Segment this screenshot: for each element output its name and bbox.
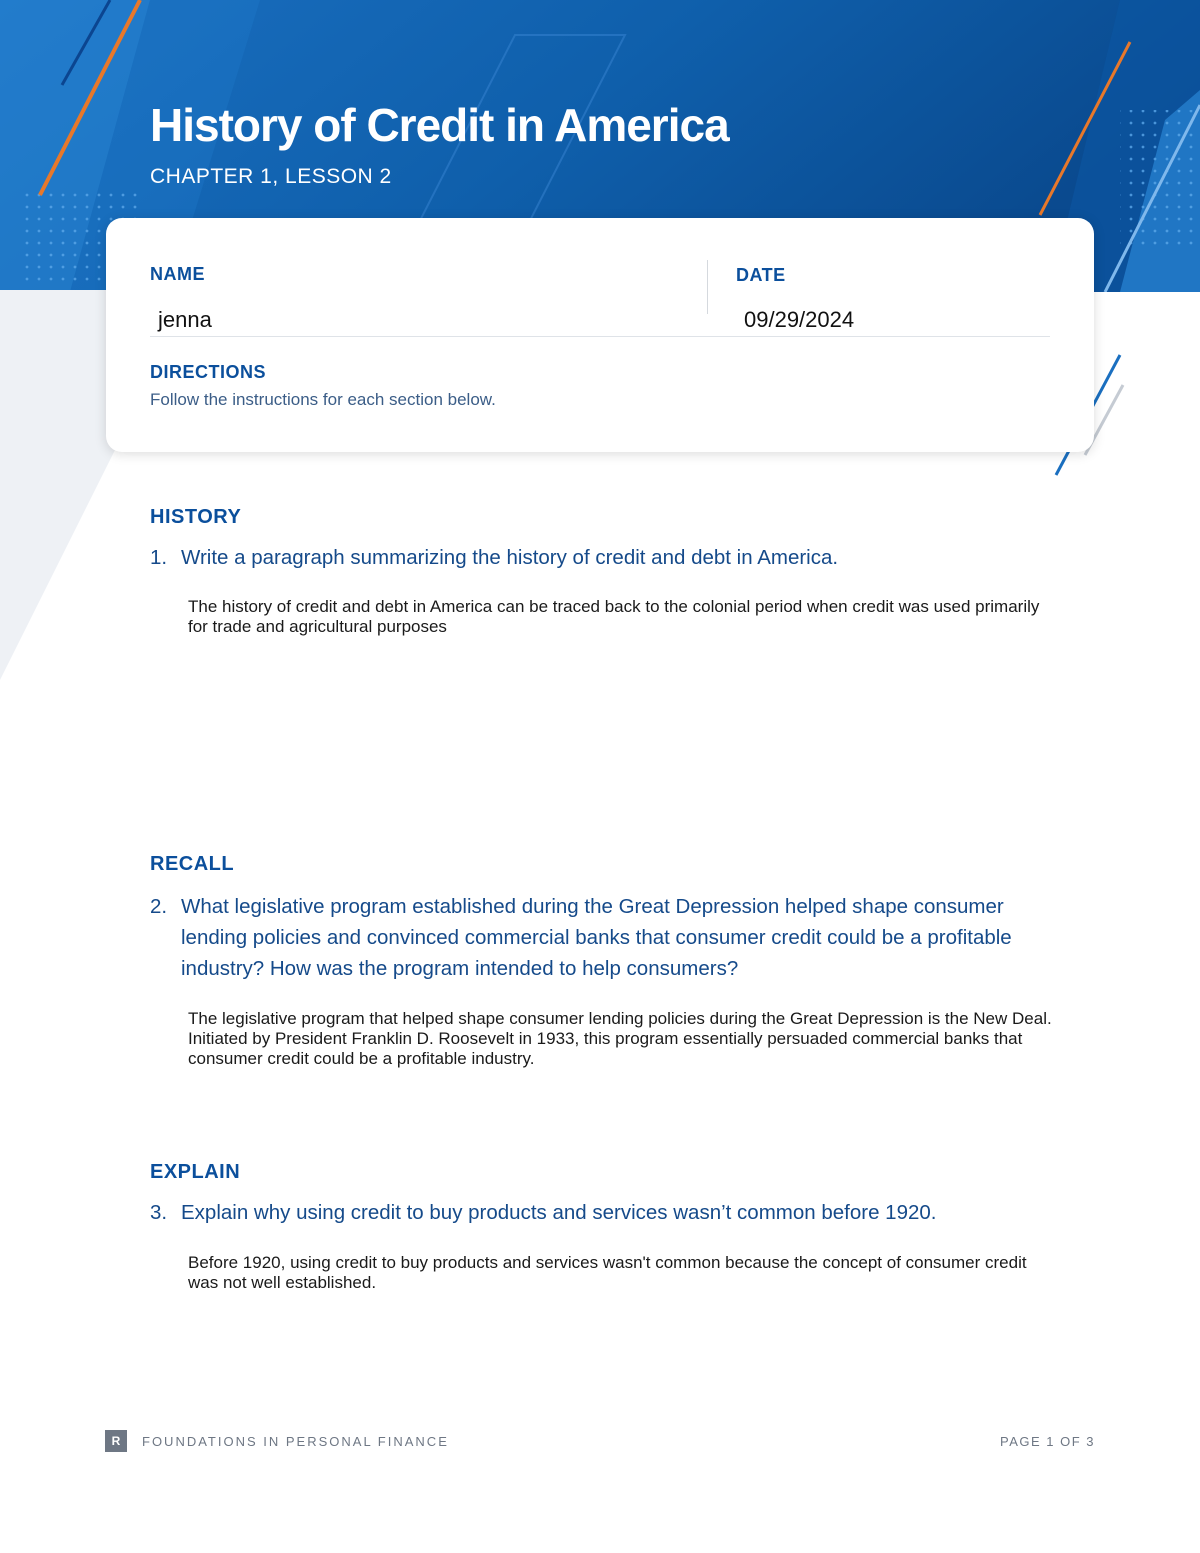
name-field[interactable]: jenna — [158, 307, 212, 332]
page-side-decoration — [0, 290, 120, 680]
question-number: 2. — [150, 895, 168, 918]
info-card — [106, 218, 1094, 452]
question-number: 1. — [150, 546, 168, 569]
question-text: What legislative program established during the Great Depression helped shape consumer lending policies and convinced commercial banks that consumer credit could be a profitable industry? How was the program intended to help consumers? — [181, 895, 1012, 980]
answer-3[interactable]: Before 1920, using credit to buy products and services wasn't common because the concept of consumer credit was not well established. — [188, 1253, 1027, 1292]
section-heading-history: HISTORY — [150, 506, 242, 528]
question-2 — [150, 891, 1050, 984]
date-field[interactable]: 09/29/2024 — [744, 307, 855, 332]
brand-logo-icon: R — [105, 1430, 127, 1452]
question-3 — [150, 1197, 1050, 1228]
page-title: History of Credit in America — [150, 99, 729, 151]
section-heading-explain: EXPLAIN — [150, 1161, 241, 1183]
directions-label: DIRECTIONS — [150, 362, 267, 382]
footer-program-name: FOUNDATIONS IN PERSONAL FINANCE — [142, 1434, 449, 1449]
directions-text: Follow the instructions for each section below. — [150, 390, 496, 409]
answer-2[interactable]: The legislative program that helped shape consumer lending policies during the Great Depression is the New Deal. Initiated by President Franklin D. Roosevelt in 1933, this program essentially persuaded commercial banks that consumer credit could be a profitable industry. — [188, 1009, 1052, 1068]
question-1 — [150, 542, 1050, 573]
name-label: NAME — [150, 264, 205, 284]
section-heading-recall: RECALL — [150, 853, 235, 875]
question-text: Write a paragraph summarizing the history of credit and debt in America. — [181, 546, 839, 569]
chapter-subtitle: CHAPTER 1, LESSON 2 — [150, 165, 392, 188]
answer-1[interactable]: The history of credit and debt in America can be traced back to the colonial period when credit was used primarily for trade and agricultural purposes — [188, 597, 1040, 636]
field-divider — [707, 260, 708, 314]
question-text: Explain why using credit to buy products and services wasn’t common before 1920. — [181, 1201, 937, 1224]
page-indicator: PAGE 1 OF 3 — [999, 1434, 1095, 1449]
field-underline — [150, 336, 1050, 337]
question-number: 3. — [150, 1201, 168, 1224]
date-label: DATE — [736, 265, 786, 285]
